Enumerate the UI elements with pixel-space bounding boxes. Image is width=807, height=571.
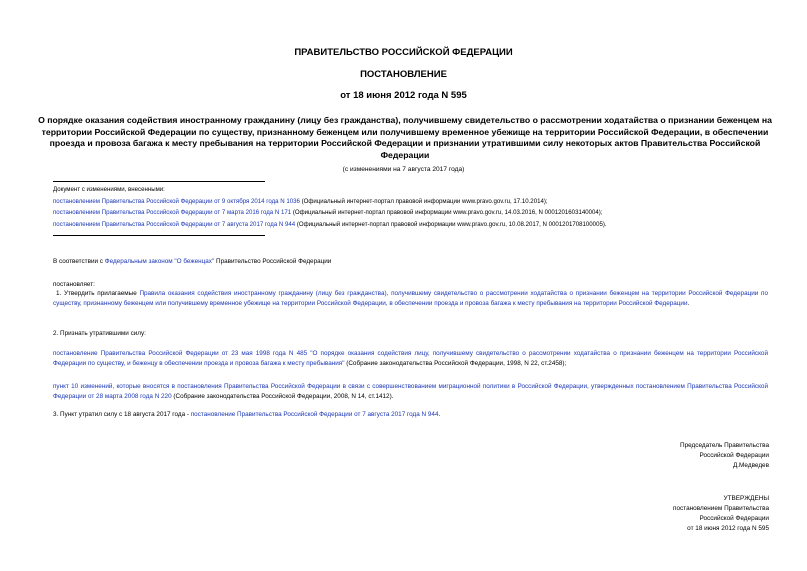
- as-of-note: (с изменениями на 7 августа 2017 года): [342, 166, 465, 173]
- resolves: постановляет:: [53, 281, 95, 288]
- approved-block: [569, 494, 769, 534]
- approved-by: постановлением Правительства: [673, 505, 769, 512]
- decree-220-link[interactable]: пункт 10 изменений, которые вносятся в постановления Правительства Российской Федерации в связи с совершенствованием миграционной политики в Российской Федерации, утвержденных постановлением Правительства Российской Федерации от 28 марта 2008 года N 220: [53, 383, 768, 400]
- change-item: [53, 219, 773, 231]
- document-date-number: от 18 июня 2012 года N 595: [340, 90, 467, 101]
- paragraph-2b: пункт 10 изменений, которые вносятся в постановления Правительства Российской Федерации в связи с совершенствованием миграционной политики в Российской Федерации, утвержденных постановлением Правительства Российской Федерации от 28 марта 2008 года N 220 (Собрание законодательства Российской Федерации, 2008, N 14, ст.1412).: [53, 383, 768, 400]
- approved-label: УТВЕРЖДЕНЫ: [723, 495, 769, 502]
- change-link-944[interactable]: постановлением Правительства Российской Федерации от 7 августа 2017 года N 944: [53, 220, 296, 228]
- changes-top-rule: [53, 181, 265, 182]
- preamble: В соответствии с Федеральным законом "О беженцах" Правительство Российской Федерации: [53, 258, 332, 265]
- changes-bottom-rule: [53, 235, 265, 236]
- government-name: ПРАВИТЕЛЬСТВО РОССИЙСКОЙ ФЕДЕРАЦИИ: [294, 47, 513, 58]
- changes-block: [53, 184, 773, 230]
- changes-intro: Документ с изменениями, внесенными:: [53, 186, 165, 193]
- change-item: [53, 207, 773, 219]
- signature-title: Председатель Правительства: [680, 442, 769, 449]
- signature-name: Д.Медведев: [732, 462, 769, 469]
- change-link-1036[interactable]: постановлением Правительства Российской Федерации от 9 октября 2014 года N 1036: [53, 197, 300, 205]
- signature-block: [569, 441, 769, 471]
- change-link-171[interactable]: постановлением Правительства Российской Федерации от 7 марта 2016 года N 171: [53, 209, 292, 216]
- paragraph-2a: постановление Правительства Российской Федерации от 23 мая 1998 года N 485 "О порядке оказания содействия лицу, получившему свидетельство о рассмотрении ходатайства о признании беженцем на территории Российской Федерации по существу, и беженцу в обеспечении проезда и провоза багажа к месту пребывания" (Собрание законодательства Российской Федерации, 1998, N 22, ст.2458);: [53, 350, 768, 367]
- approved-date: от 18 июня 2012 года N 595: [687, 525, 769, 532]
- paragraph-2: 2. Признать утратившими силу:: [53, 330, 146, 337]
- change-note: (Официальный интернет-портал правовой информации www.pravo.gov.ru, 14.03.2016, N 0001201603140004);: [291, 209, 603, 216]
- document-type: ПОСТАНОВЛЕНИЕ: [360, 69, 447, 80]
- change-note: (Официальный интернет-портал правовой информации www.pravo.gov.ru, 10.08.2017, N 0001201708100005).: [295, 220, 607, 228]
- change-note: (Официальный интернет-портал правовой информации www.pravo.gov.ru, 17.10.2014);: [299, 197, 548, 205]
- law-link-refugees[interactable]: Федеральным законом "О беженцах": [104, 258, 215, 265]
- paragraph-1: 1. Утвердить прилагаемые Правила оказания содействия иностранному гражданину (лицу без гражданства), получившему свидетельство о рассмотрении ходатайства о признании беженцем на территории Российской Федерации по существу, признанному беженцем или получившему временное убежище на территории Российской Федерации, в обеспечении проезда и провоза багажа к месту пребывания на территории Российской Федерации.: [53, 290, 768, 307]
- decree-485-link[interactable]: постановление Правительства Российской Федерации от 23 мая 1998 года N 485 "О порядке оказания содействия лицу, получившему свидетельство о рассмотрении ходатайства о признании беженцем на территории Российской Федерации по существу, и беженцу в обеспечении проезда и провоза багажа к месту пребывания": [53, 350, 768, 367]
- signature-country: Российской Федерации: [699, 452, 769, 459]
- approved-country: Российской Федерации: [699, 515, 769, 522]
- paragraph-3: 3. Пункт утратил силу с 18 августа 2017 года - постановление Правительства Российской Федерации от 7 августа 2017 года N 944.: [53, 411, 441, 418]
- decree-944-link[interactable]: постановление Правительства Российской Федерации от 7 августа 2017 года N 944: [190, 411, 439, 418]
- change-item: [53, 196, 773, 208]
- document-title: О порядке оказания содействия иностранному гражданину (лицу без гражданства), получившему свидетельство о рассмотрении ходатайства о признании беженцем на территории Российской Федерации по существу, признанному беженцем или получившему временное убежище на территории Российской Федерации, в обеспечении проезда и провоза багажа к месту пребывания на территории Российской Федерации и признании утратившими силу некоторых актов Правительства Российской Федерации: [38, 115, 772, 160]
- rules-link[interactable]: Правила оказания содействия иностранному гражданину (лицу без гражданства), получившему свидетельство о рассмотрении ходатайства о признании беженцем на территории Российской Федерации по существу, признанному беженцем или получившему временное убежище на территории Российской Федерации, в обеспечении проезда и провоза багажа к месту пребывания на территории Российской Федерации: [53, 290, 768, 307]
